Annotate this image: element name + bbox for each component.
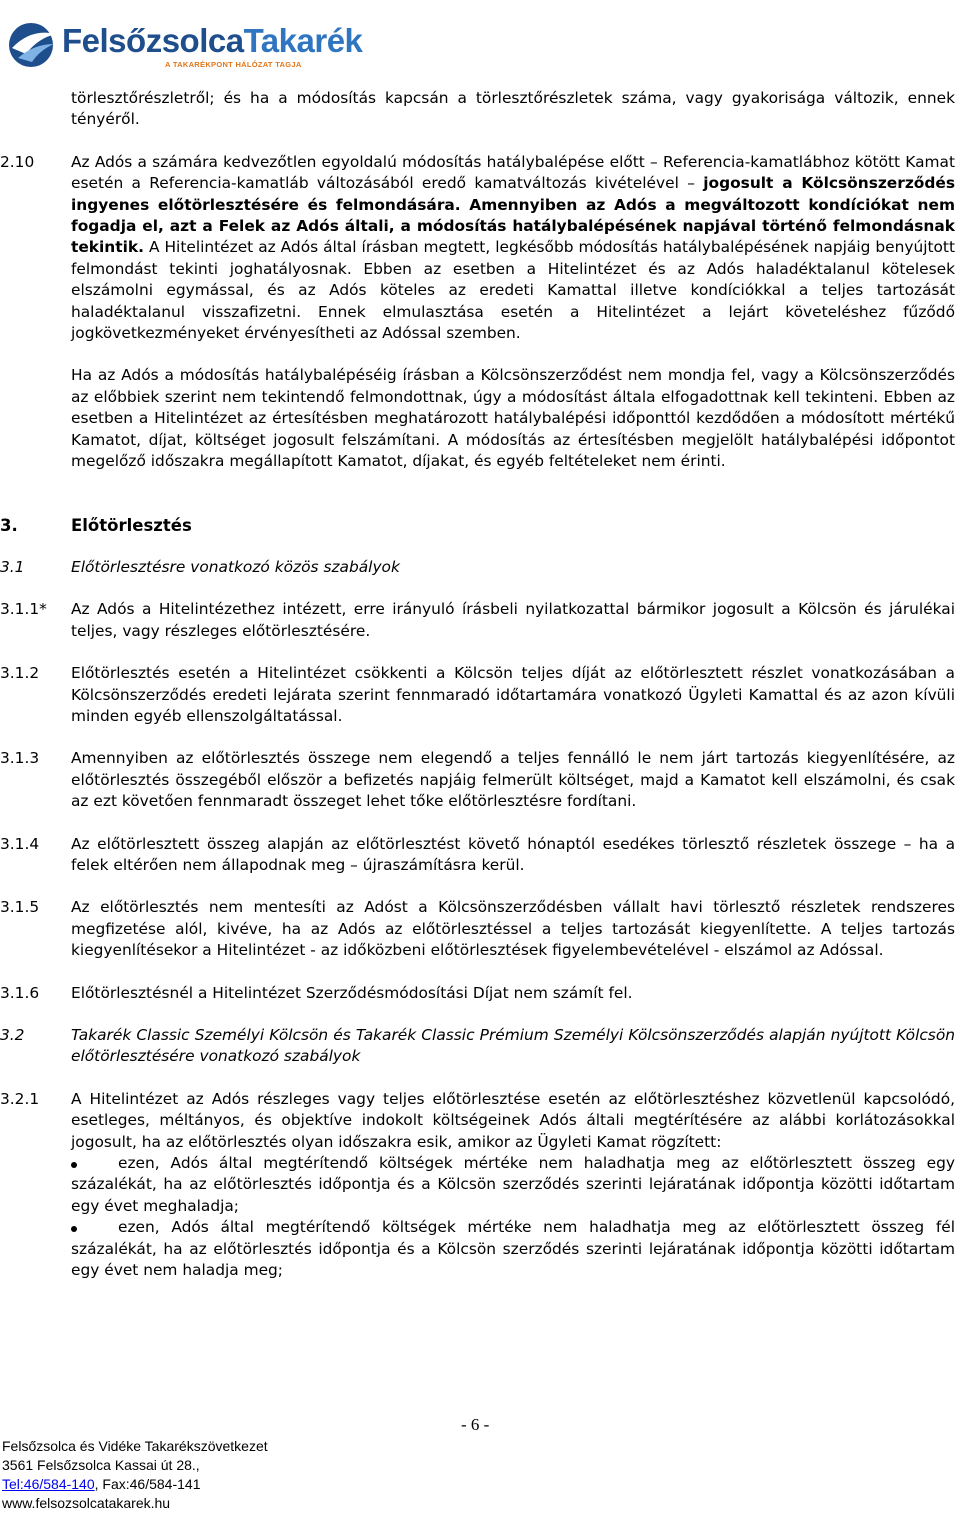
section-3-1-6 — [0, 983, 955, 1004]
section-text: Az előtörlesztett összeg alapján az előtörlesztést követő hónaptól esedékes törlesztő részletek összege – ha a felek eltérően nem állapodnak meg – újraszámításra kerül. — [71, 834, 955, 874]
section-3-1-1 — [0, 599, 955, 642]
section-3-2-1 — [0, 1089, 955, 1282]
heading-3-2 — [0, 1025, 955, 1068]
section-number: 3.1.3 — [0, 749, 40, 768]
section-text: Az Adós a Hitelintézethez intézett, erre irányuló írásbeli nyilatkozattal bármikor jogosult a Kölcsön és járulékai teljes, vagy részleges előtörlesztésére. — [71, 600, 955, 640]
section-number: 3.1.4 — [0, 834, 40, 853]
section-text — [71, 152, 955, 345]
section-3-1-5 — [0, 897, 955, 961]
bullet-icon — [71, 1226, 77, 1232]
section-number: 2.10 — [0, 152, 35, 171]
heading-number: 3.1 — [0, 557, 25, 576]
logo-emblem-icon — [4, 18, 62, 68]
section-3-1-2 — [0, 663, 955, 727]
logo-tagline: A TAKARÉKPONT HÁLÓZAT TAGJA — [165, 60, 302, 69]
heading-title: Előtörlesztés — [71, 515, 192, 535]
document-body — [0, 88, 955, 1281]
list-item-text: ezen, Adós által megtérítendő költségek mértéke nem haladhatja meg az előtörlesztett összeg fél százalékát, ha az előtörlesztés időpontja és a Kölcsön szerződés szerinti lejáratának időpontja közötti időtartam egy évet nem haladja meg; — [71, 1218, 955, 1280]
logo-word1: Felsőzsolca — [62, 22, 244, 59]
list-item-text: ezen, Adós által megtérítendő költségek mértéke nem haladhatja meg az előtörlesztett összeg egy százalékát, ha az előtörlesztés időpontja és a Kölcsön szerződés szerinti lejáratának időpontja közötti időtartam egy évet meghaladja; — [71, 1154, 955, 1215]
section-text: Amennyiben az előtörlesztés összege nem elegendő a teljes fennálló le nem járt tartozás kiegyenlítésére, az előtörlesztés összegéből először a befizetés napjáig felmerült költséget, majd a Kamatot kell elszámolni, és csak az ezt követően fennmaradt összeget lehet tőke előtörlesztésre fordítani. — [71, 749, 955, 811]
list-item — [71, 1217, 955, 1281]
heading-title: Előtörlesztésre vonatkozó közös szabályok — [71, 557, 400, 576]
section-text-part: Az Adós a számára kedvezőtlen egyoldalú módosítás hatálybalépése előtt – Referencia-kamatlábhoz kötött Kamat esetén a Referencia-kamatláb változásából eredő kamatváltozás kivételével – — [71, 152, 955, 193]
heading-number: 3.2 — [0, 1026, 25, 1044]
list-item — [71, 1153, 955, 1217]
footer-address: 3561 Felsőzsolca Kassai út 28., — [2, 1457, 200, 1473]
section-text: Az előtörlesztés nem mentesíti az Adóst a Kölcsönszerződésben vállalt havi törlesztő részletek rendszeres megfizetése alól, kivéve, ha az Adós az előtörlesztéssel a teljes tartozását kiegyenlítette. A teljes tartozás kiegyenlítésekor a Hitelintézet - az időközbeni előtörlesztések figyelembevételével - elszámol az Adóssal. — [71, 898, 955, 960]
heading-3-1 — [0, 557, 955, 578]
logo-wordmark — [62, 22, 362, 60]
section-text: A Hitelintézet az Adós részleges vagy teljes előtörlesztése esetén az előtörlesztéshez közvetlenül kapcsolódó, esetleges, méltányos, és objektíve indokolt költségeinek Adós általi megtérítésére az alábbi korlátozásokkal jogosult, ha az előtörlesztés olyan időszakra esik, amikor az Ügyleti Kamat rögzített: — [71, 1089, 955, 1151]
section-number: 3.1.6 — [0, 983, 40, 1002]
bullet-icon — [71, 1162, 77, 1168]
heading-3 — [0, 515, 955, 536]
section-3-1-4 — [0, 834, 955, 877]
footer-contact — [2, 1475, 268, 1494]
phone-link[interactable]: Tel:46/584-140 — [2, 1476, 95, 1492]
section-number: 3.1.1* — [0, 600, 47, 619]
section-number: 3.1.5 — [0, 898, 40, 917]
paragraph-continuation: törlesztőrészletről; és ha a módosítás kapcsán a törlesztőrészletek száma, vagy gyakorisága változik, ennek tényéről. — [71, 89, 955, 129]
company-logo — [0, 8, 363, 70]
logo-word2: Takarék — [243, 22, 363, 59]
section-number: 3.1.2 — [0, 664, 40, 683]
section-text: Előtörlesztésnél a Hitelintézet Szerződésmódosítási Díjat nem számít fel. — [71, 983, 633, 1002]
section-number: 3.2.1 — [0, 1089, 40, 1108]
section-text-bold: jogosult a Kölcsönszerződés ingyenes előtörlesztésére és felmondására. Amennyiben az Adós a megváltozott kondíciókat nem fogadja el, azt a Felek az Adós általi, a módosítás hatálybalépésének napjával történő felmondásnak tekintik. — [71, 174, 955, 257]
website-link[interactable]: www.felsozsolcatakarek.hu — [2, 1495, 171, 1511]
footer-company: Felsőzsolca és Vidéke Takarékszövetkezet — [2, 1438, 268, 1454]
footer — [2, 1437, 268, 1513]
section-3-1-3 — [0, 748, 955, 812]
heading-number: 3. — [0, 515, 18, 535]
section-text-part: A Hitelintézet az Adós által írásban megtett, legkésőbb módosítás hatálybalépésének napjáig benyújtott felmondást tekinti joghatályosnak. Ebben az esetben a Hitelintézet és az Adós haladéktalanul kötelesek elszámolni egymással, és az Adós köteles az eredeti Kamattal illetve kondíciókkal a teljes tartozását haladéktalanul visszafizetni. Ennek elmulasztása esetén a Hitelintézet a lejárt követeléshez fűződő jogkövetkezményeket érvényesítheti az Adóssal szemben. — [71, 238, 955, 343]
bullet-list — [71, 1153, 955, 1281]
section-2-10 — [0, 152, 955, 345]
fax-text: , Fax:46/584-141 — [94, 1476, 201, 1492]
section-text: Előtörlesztés esetén a Hitelintézet csökkenti a Kölcsön teljes díját az előtörlesztett részlet vonatkozásában a Kölcsönszerződés eredeti lejárata szerint fennmaradó időtartamára vonatkozó Ügyleti Kamattal és az azon kívüli minden egyéb ellenszolgáltatással. — [71, 664, 955, 725]
heading-title: Takarék Classic Személyi Kölcsön és Takarék Classic Prémium Személyi Kölcsönszerződés alapján nyújtott Kölcsön előtörlesztésére vonatkozó szabályok — [71, 1026, 955, 1066]
paragraph-ha: Ha az Adós a módosítás hatálybalépéséig írásban a Kölcsönszerződést nem mondja fel, vagy a Kölcsönszerződés az előbbiek szerint nem tekintendő felmondottnak, úgy a módosítást általa elfogadottnak kell tekinteni. Ebben az esetben a Hitelintézet az értesítésben meghatározott hatálybalépési időponttól kezdődően a módosított mértékű Kamatot, díjat, költséget jogosult felszámítani. A módosítás az értesítésben megjelölt hatálybalépési időpontot megelőző időszakra megállapított Kamatot, díjakat, és egyéb feltételeket nem érinti. — [71, 366, 955, 471]
page-number: - 6 - — [461, 1415, 490, 1434]
